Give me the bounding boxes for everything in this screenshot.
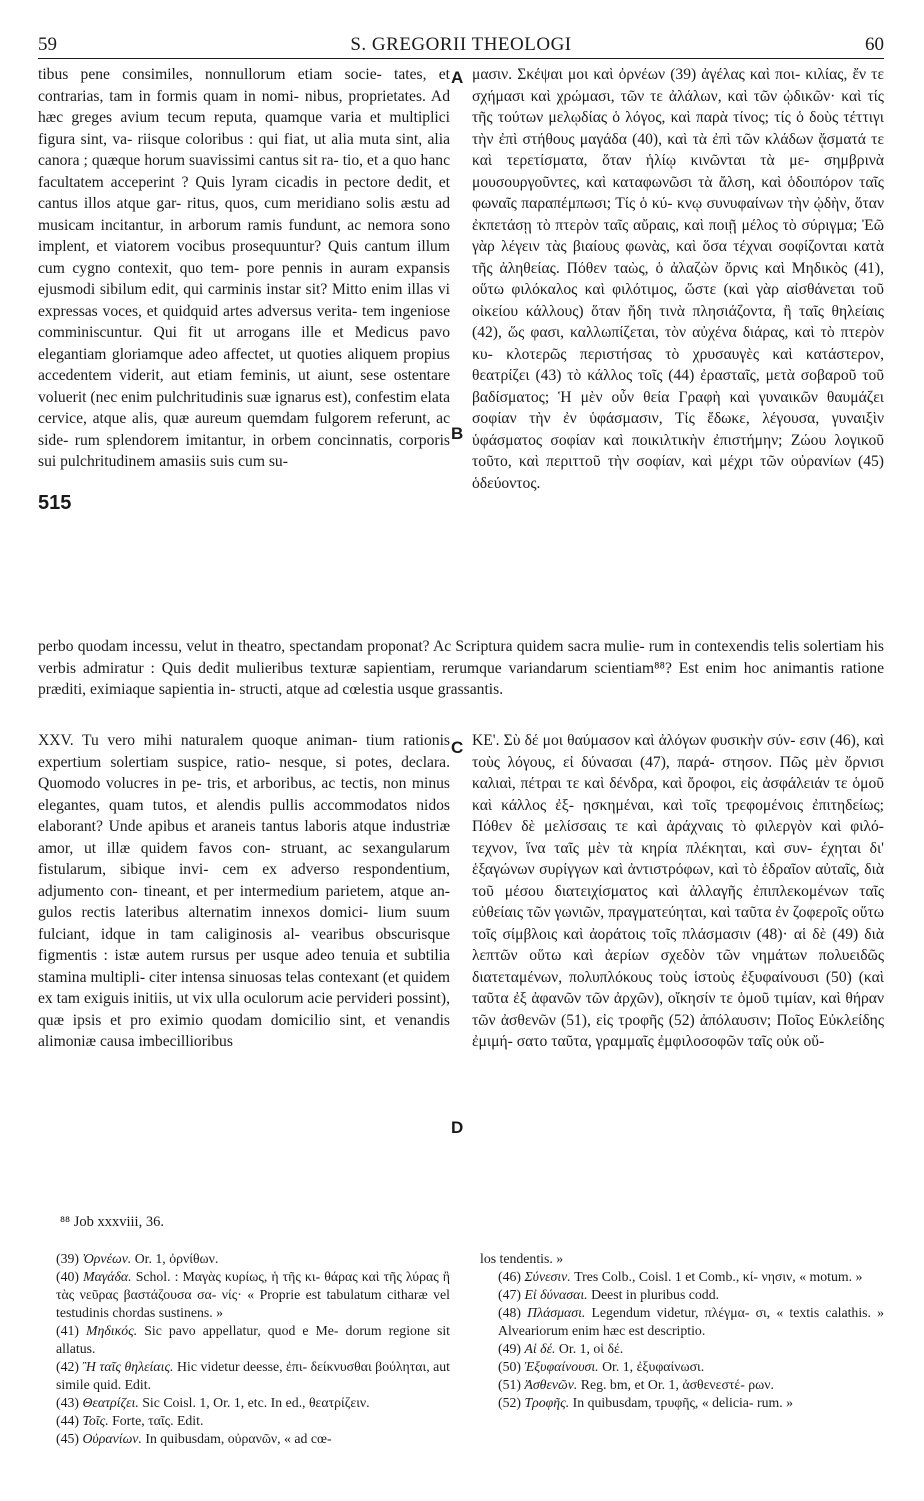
footnote-number: (48) — [498, 1305, 521, 1320]
footnote-lemma: Ἢ ταῖς θηλείαις. — [82, 1359, 174, 1374]
footnote-text: Reg. bm, et Or. 1, ἀσθενεστέ- ρων. — [580, 1377, 774, 1392]
footnote — [38, 1358, 450, 1394]
footnotes-right — [480, 1250, 884, 1412]
footnote-lemma: Ἐξυφαίνουσι. — [524, 1359, 599, 1374]
footnote-lemma: Μαγάδα. — [83, 1269, 132, 1284]
footnote — [38, 1412, 450, 1430]
latin-full-width-text: perbo quodam incessu, velut in theatro, spectandam proponat? Ac Scriptura quidem sacra mulie- rum in contexendis telis solertiam his verbis admiratur : Quis dedit mulieribus texturæ sapientiam, rerumque variandarum scientiam⁸⁸? Est enim hoc animantis ratione præditi, eximiaque sapientia in- structi, atque ad cœlestia usque grassantis. — [38, 638, 884, 698]
footnote-lemma: Οὐρανίων. — [82, 1431, 142, 1446]
footnote-text: Legendum videtur, πλέγμα- σι, « textis calathis. » Alveariorum enim hæc est descriptio. — [498, 1305, 884, 1338]
running-header — [38, 34, 884, 59]
footnote — [38, 1430, 450, 1448]
running-title: S. GREGORII THEOLOGI — [350, 34, 572, 55]
footnote-text: Hic videtur deesse, ἐπι- δείκνυσθαι βούληται, aut simile quid. Edit. — [56, 1359, 451, 1392]
section-marker-d: D — [451, 1118, 464, 1137]
footnote-text: Schol. : Μαγὰς κυρίως, ἡ τῆς κι- θάρας καὶ τῆς λύρας ἢ τὰς νεῦρας βαστάζουσα σα- νίς· « Proprie est tabulatum citharæ vel testudinis chordas sustinens. » — [56, 1269, 451, 1320]
footnote-number: (47) — [498, 1287, 521, 1302]
footnote — [38, 1322, 450, 1358]
footnote-lemma: Μηδικός. — [86, 1323, 138, 1338]
page-number-left: 59 — [38, 34, 57, 55]
footnote-number: (49) — [498, 1341, 521, 1356]
footnote-number: (42) — [56, 1359, 79, 1374]
footnote-number: (41) — [56, 1323, 79, 1338]
footnote-lemma: Εἰ δύνασαι. — [524, 1287, 588, 1302]
footnote — [38, 1250, 450, 1268]
footnote — [480, 1250, 884, 1268]
footnote-lemma: Ἀσθενῶν. — [524, 1377, 578, 1392]
latin-column-bottom: XXV. Tu vero mihi naturalem quoque animan- tium rationis expertium solertiam suspice, ratio- nesque, si potes, declara. Quomodo volucres in pe- tris, et arboribus, ac tectis, non minus elegantes, quam tutos, et alendis pullis accommodatos nidos elaborant? Unde apibus et araneis tantus laboris atque industriæ amor, ut illæ quidem favos con- struant, ac sexangularum fistularum, sibique invi- cem ex adverso respondentium, adjumento con- tineant, et per intermedium parietem, atque an- gulos rectis lateribus alternatim innexos domici- lium suum fulciant, idque in tam caliginosis al- vearibus obscurisque figmentis : istæ autem rursus per usque adeo tenuia et subtilia stamina multipli- citer intensa sinuosas telas contexant (et quidem ex tam exiguis initiis, ut vix ulla oculorum acie pervideri possint), quæ ipsis et pro eximio quodam domicilio sint, et venandis alimoniæ causa imbecillioribus — [38, 732, 450, 1050]
footnote-lemma: Πλάσμασι. — [527, 1305, 586, 1320]
footnote-number: (50) — [498, 1359, 521, 1374]
footnote — [480, 1268, 884, 1286]
footnote-text: In quibusdam, τρυφῆς, « delicia- rum. » — [572, 1395, 793, 1410]
footnote-text: Or. 1, ὀρνίθων. — [134, 1251, 219, 1266]
footnotes-left — [38, 1250, 450, 1448]
section-marker-a: A — [451, 68, 464, 87]
footnote-text: Sic Coisl. 1, Or. 1, etc. In ed., θεατρίζειν. — [142, 1395, 370, 1410]
greek-column-bottom: ΚΕ'. Σὺ δέ μοι θαύμασον καὶ ἀλόγων φυσικὴν σύν- εσιν (46), καὶ τοὺς λόγους, εἰ δύνασαι (47), παρά- στησον. Πῶς μὲν ὄρνισι καλιαὶ, πέτραι τε καὶ δένδρα, καὶ ὄροφοι, εἰς ἀσφάλειάν τε ὁμοῦ καὶ κάλλος ἐξ- ησκημέναι, καὶ τοῖς τρεφομένοις ἐπιτηδείως; Πόθεν δὲ μελίσσαις τε καὶ ἀράχναις τὸ φιλεργὸν καὶ φιλό- τεχνον, ἵνα ταῖς μὲν τὰ κηρία πλέκηται, καὶ συν- έχηται δι' ἑξαγώνων συρίγγων καὶ ἀντιστρόφων, καὶ τὸ ἑδραῖον αὐταῖς, διὰ τοῦ μέσου διατειχίσματος καὶ ἀλλαγῆς ἐπιπλεκομένων ταῖς εὐθείαις τῶν γωνιῶν, πραγματεύηται, καὶ ταῦτα ἐν ζοφεροῖς οὕτω τοῖς σίμβλοις καὶ ἀοράτοις τοῖς πλάσμασιν (48)· αἱ δὲ (49) διὰ λεπτῶν οὕτω καὶ ἀερίων σχεδὸν τῶν νημάτων πολυειδῶς διατεταμένων, πολυπλόκους τοὺς ἱστοὺς ἐξυφαίνουσι (50) (καὶ ταῦτα ἐξ ἀφανῶν τῶν ἀρχῶν), οἴκησίν τε ὁμοῦ τιμίαν, καὶ θήραν τῶν ἀσθενῶν (51), εἰς τροφῆς (52) ἀπόλαυσιν; Ποῖος Εὐκλείδης ἐμιμή- σατο ταῦτα, γραμμαῖς ἐμφιλοσοφῶν ταῖς οὐκ οὔ- — [472, 732, 884, 1050]
footnote-text: Sic pavo appellatur, quod e Me- dorum regione sit allatus. — [56, 1323, 451, 1356]
bible-reference-note: ⁸⁸ Job xxxviii, 36. — [60, 1214, 164, 1230]
footnote-number: (45) — [56, 1431, 79, 1446]
greek-column-top: μασιν. Σκέψαι μοι καὶ ὀρνέων (39) ἀγέλας καὶ ποι- κιλίας, ἔν τε σχήμασι καὶ χρώμασι, τῶν τε ἀλάλων, καὶ τῶν ᾠδικῶν· καὶ τίς τῆς τούτων μελῳδίας ὁ λόγος, καὶ παρὰ τίνος; τίς ὁ δοὺς τέττιγι τὴν ἐπὶ στήθους μαγάδα (40), καὶ τὰ ἐπὶ τῶν κλάδων ᾄσματά τε καὶ τερετίσματα, ὅταν ἡλίῳ κινῶνται τὰ με- σημβρινὰ μουσουργοῦντες, καὶ καταφωνῶσι τὰ ἄλση, καὶ ὁδοιπόρον ταῖς φωναῖς παραπέμπωσι; Τίς ὁ κύ- κνῳ συνυφαίνων τὴν ᾠδὴν, ὅταν ἐκπετάσῃ τὸ πτερὸν ταῖς αὔραις, καὶ ποιῇ μέλος τὸ σύριγμα; Ἐῶ γὰρ λέγειν τὰς βιαίους φωνὰς, καὶ ὅσα τέχναι σοφίζονται κατὰ τῆς ἀληθείας. Πόθεν ταὼς, ὁ ἀλαζὼν ὄρνις καὶ Μηδικὸς (41), οὕτω φιλόκαλος καὶ φιλότιμος, ὥστε (καὶ γὰρ αἰσθάνεται τοῦ οἰκείου κάλλους) ὅταν ἤδη τινὰ πλησιάζοντα, ἢ ταῖς θηλείαις (42), ὥς φασι, καλλωπίζεται, τὸν αὐχένα διάρας, καὶ τὸ πτερὸν κυ- κλοτερῶς περιστήσας τὸ χρυσαυγὲς καὶ κατάστερον, θεατρίζει (43) τὸ κάλλος τοῖς (44) ἐρασταῖς, μετὰ σοβαροῦ τοῦ βαδίσματος; Ἡ μὲν οὖν θεία Γραφὴ καὶ γυναικῶν θαυμάζει σοφίαν τὴν ἐν ὑφάσμασιν, Τίς ἔδωκε, λέγουσα, γυναιξὶν ὑφάσματος σοφίαν καὶ ποικιλτικὴν ἐπιστήμην; Ζώου λογικοῦ τοῦτο, καὶ περιττοῦ τὴν σοφίαν, καὶ μέχρι τῶν οὐρανίων (45) ὁδεύοντος. — [472, 66, 884, 492]
footnote-text: los tendentis. » — [480, 1251, 564, 1266]
footnote-lemma: Τοῖς. — [82, 1413, 109, 1428]
footnote-number: (44) — [56, 1413, 79, 1428]
footnote-text: Or. 1, οἱ δέ. — [558, 1341, 624, 1356]
footnote-text: Or. 1, ἐξυφαίνωσι. — [602, 1359, 705, 1374]
footnote-number: (52) — [498, 1395, 521, 1410]
footnote-number: (51) — [498, 1377, 521, 1392]
section-marker-b: B — [451, 424, 464, 443]
footnote-number: (39) — [56, 1251, 79, 1266]
footnote — [480, 1340, 884, 1358]
footnote — [480, 1286, 884, 1304]
footnote — [38, 1268, 450, 1322]
footnote-lemma: Τροφῆς. — [524, 1395, 570, 1410]
footnote — [480, 1394, 884, 1412]
footnote-number: (46) — [498, 1269, 521, 1284]
footnote — [38, 1394, 450, 1412]
footnote-text: Forte, ταῖς. Edit. — [112, 1413, 204, 1428]
section-marker-c: C — [451, 738, 464, 757]
footnote-lemma: Ὀρνέων. — [82, 1251, 132, 1266]
footnote-text: In quibusdam, οὐρανῶν, « ad cœ- — [145, 1431, 332, 1446]
margin-page-number: 515 — [38, 492, 72, 514]
page-number-right: 60 — [865, 34, 884, 55]
footnote — [480, 1358, 884, 1376]
footnote-lemma: Αἱ δέ. — [524, 1341, 556, 1356]
latin-column-top: tibus pene consimiles, nonnullorum etiam socie- tates, et contrarias, tam in formis quam in nomi- nibus, proprietates. Ad hæc greges avium tecum reputa, quamque varia et multiplici figura sint, va- riisque coloribus : qui fiat, ut alia muta sint, alia canora ; quæque horum suavissimi cantus sit ra- tio, et a quo hanc facultatem acceperint ? Quis lyram cicadis in pectore dedit, et cantus illos atque gar- ritus, quos, cum meridiano solis æstu ad musicam incitantur, in arborum ramis fundunt, ac nemora sono implent, et viatorem vocibus prosequuntur? Quis cantum illum cum cygno contexit, quo tem- pore pennis in auram expansis ejusmodi sibilum edit, qui carminis instar sit? Mitto enim illas vi expressas voces, et quidquid artes adversus verita- tem ingeniose comminiscuntur. Qui fit ut arrogans ille et Medicus pavo elegantiam gloriamque adeo affectet, ut quoties aliquem propius accedentem viderit, aut etiam feminis, ut aiunt, sese ostentare voluerit (nec enim pulchritudinis suæ ignarus est), confestim elata cervice, atque alis, quæ aureum quemdam fulgorem referunt, ac side- rum splendorem imitantur, in orbem concinnatis, corporis sui pulchritudinem amasiis suis cum su- — [38, 66, 450, 470]
footnote-number: (40) — [56, 1269, 79, 1284]
footnote-lemma: Σύνεσιν. — [524, 1269, 571, 1284]
footnote-number: (43) — [56, 1395, 79, 1410]
footnote — [480, 1304, 884, 1340]
footnote-text: Tres Colb., Coisl. 1 et Comb., κί- νησιν, « motum. » — [574, 1269, 863, 1284]
footnote — [480, 1376, 884, 1394]
footnote-lemma: Θεατρίζει. — [82, 1395, 139, 1410]
footnote-text: Deest in pluribus codd. — [591, 1287, 720, 1302]
